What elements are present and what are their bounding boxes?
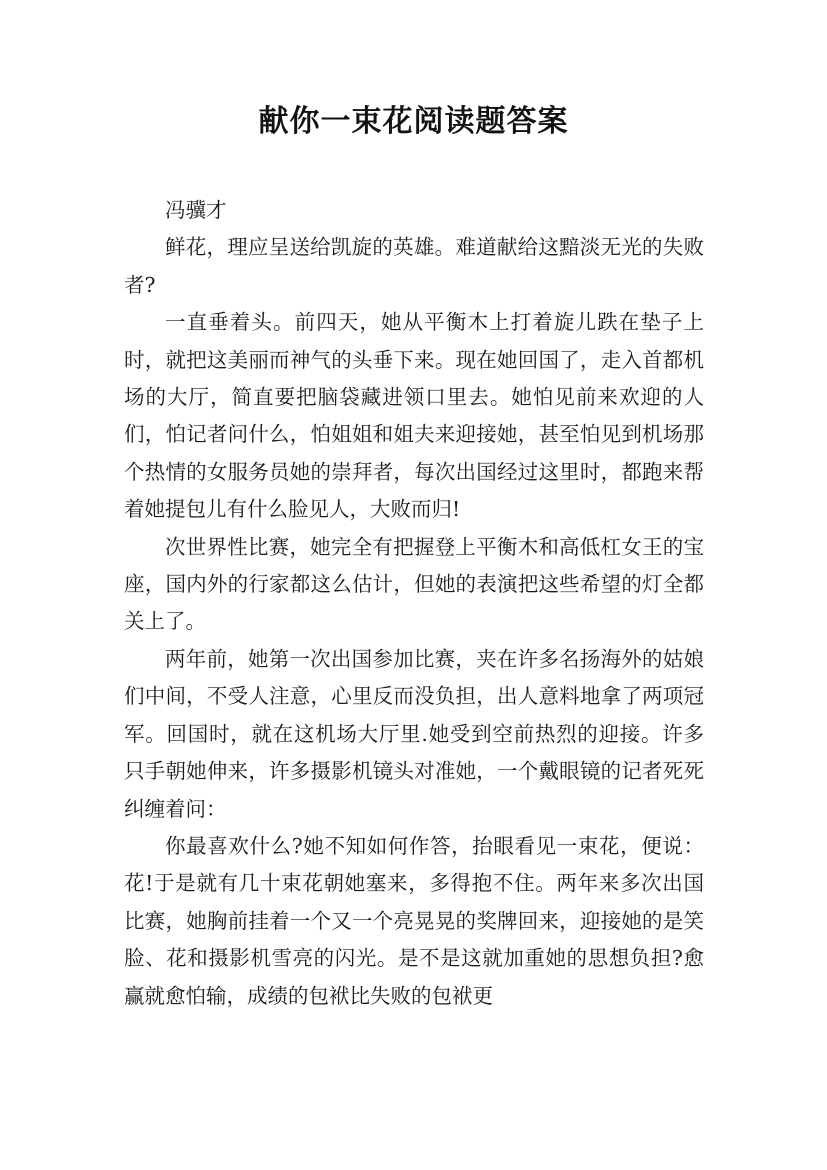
document-title: 献你一束花阅读题答案 (258, 104, 569, 139)
paragraph-4: 两年前，她第一次出国参加比赛，夹在许多名扬海外的姑娘们中间，不受人注意，心里反而没负担，出人意料地拿了两项冠军。回国时，就在这机场大厅里.她受到空前热烈的迎接。许多只手朝她伸来，许多摄影机镜头对准她，一个戴眼镜的记者死死纠缠着问： (124, 646, 704, 821)
paragraph-2: 一直垂着头。前四天，她从平衡木上打着旋儿跌在垫子上时，就把这美丽而神气的头垂下来。现在她回国了，走入首都机场的大厅，简直要把脑袋藏进领口里去。她怕见前来欢迎的人们，怕记者问什么，怕姐姐和姐夫来迎接她，甚至怕见到机场那个热情的女服务员她的崇拜者，每次出国经过这里时，都跑来帮着她提包儿有什么脸见人，大败而归! (124, 310, 704, 522)
document-body (124, 192, 704, 1015)
paragraph-3: 次世界性比赛，她完全有把握登上平衡木和高低杠女王的宝座，国内外的行家都这么估计，但她的表演把这些希望的灯全都关上了。 (124, 534, 704, 634)
author-line: 冯骥才 (165, 198, 227, 222)
paragraph-1: 鲜花，理应呈送给凯旋的英雄。难道献给这黯淡无光的失败者? (124, 235, 704, 297)
paragraph-5: 你最喜欢什么?她不知如何作答，抬眼看见一束花，便说：花!于是就有几十束花朝她塞来，多得抱不住。两年来多次出国比赛，她胸前挂着一个又一个亮晃晃的奖牌回来，迎接她的是笑脸、花和摄影机雪亮的闪光。是不是这就加重她的思想负担?愈赢就愈怕输，成绩的包袱比失败的包袱更 (124, 833, 704, 1008)
